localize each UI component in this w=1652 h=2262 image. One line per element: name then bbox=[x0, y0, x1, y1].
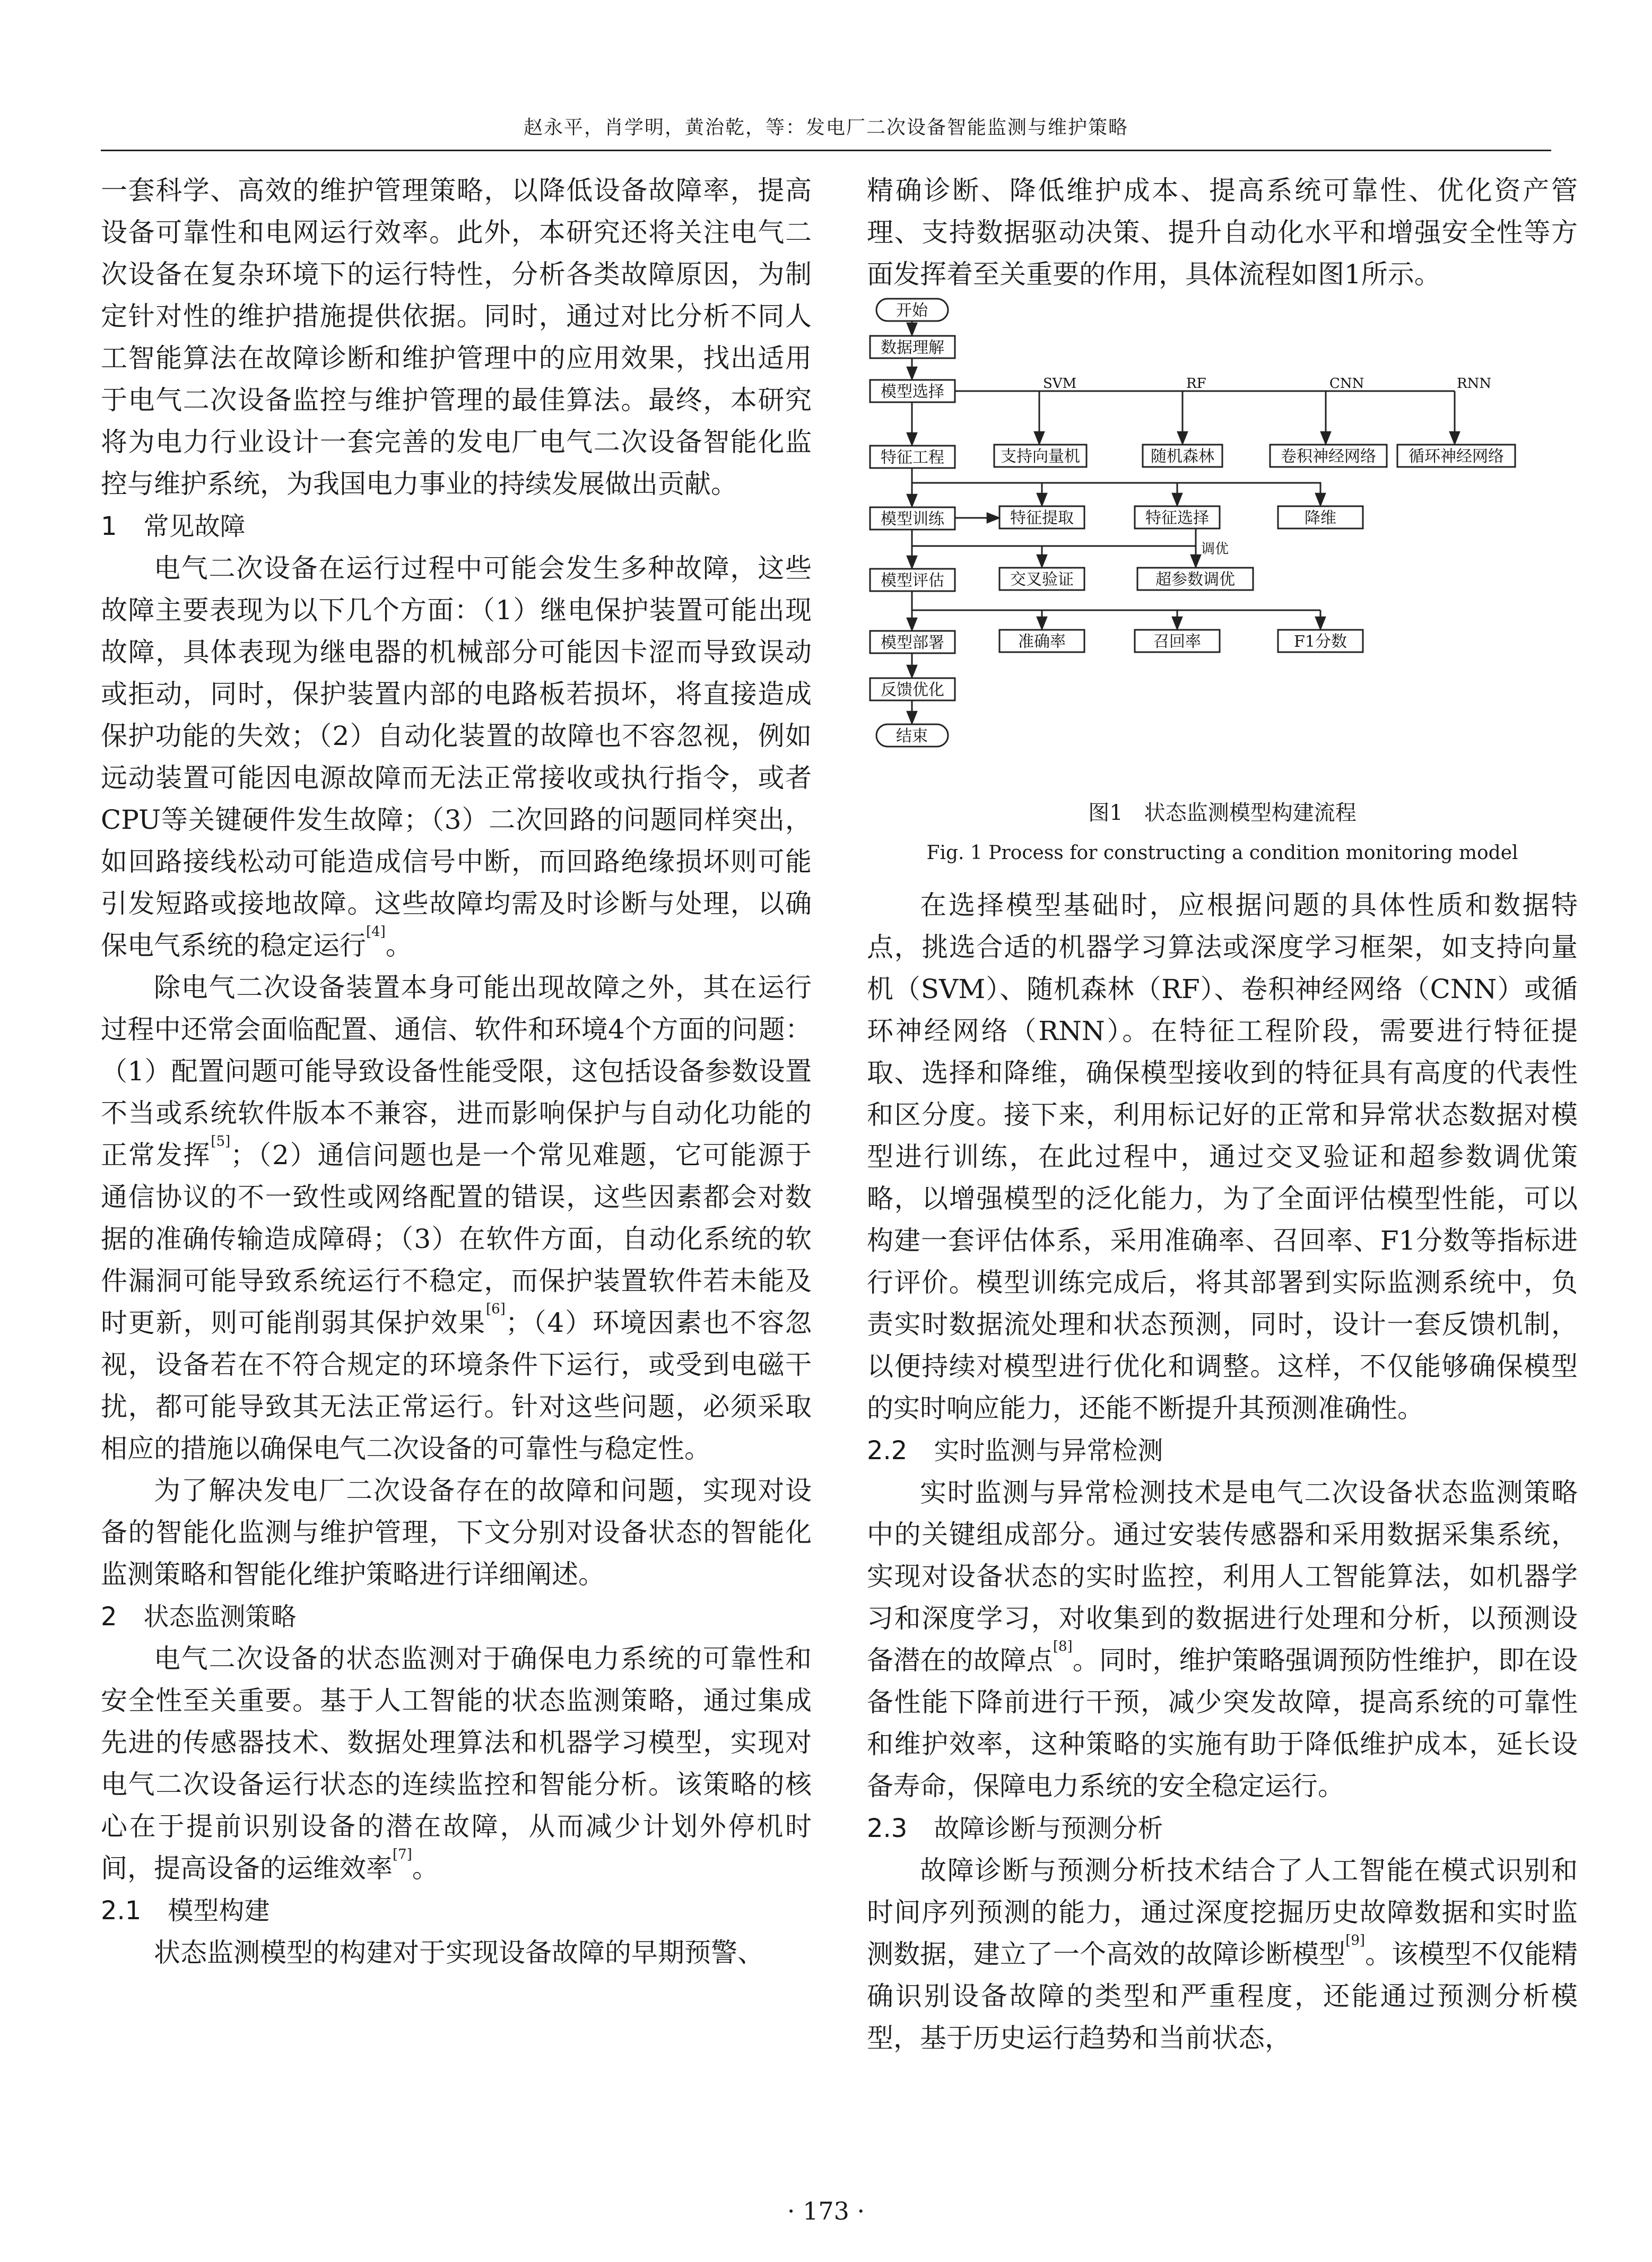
edge-label-tune: 调优 bbox=[1201, 541, 1229, 557]
paragraph-text: ；（4）环境因素也不容忽视，设备若在不符合规定的环境条件下运行，或受到电磁干扰，都可能导致其无法正常运行。针对这些问题，必须采取相应的措施以确保电气二次设备的可靠性与稳定性。 bbox=[101, 1307, 812, 1464]
node-feat-select-label: 特征选择 bbox=[1145, 509, 1209, 527]
left-column bbox=[101, 170, 812, 1974]
paragraph-text: 。同时，维护策略强调预防性维护，即在设备性能下降前进行干预，减少突发故障，提高系统的可靠性和维护效率，这种策略的实施有助于降低维护成本，延长设备寿命，保障电力系统的安全稳定运行。 bbox=[867, 1645, 1578, 1801]
paragraph-text: 状态监测模型的构建对于实现设备故障的早期预警、 bbox=[154, 1937, 764, 1968]
citation-ref: [6] bbox=[485, 1301, 506, 1317]
edge-label-rf: RF bbox=[1186, 376, 1206, 392]
running-head: 赵永平，肖学明，黄治乾，等：发电厂二次设备智能监测与维护策略 bbox=[523, 117, 1128, 138]
paragraph bbox=[867, 1850, 1578, 2059]
flowchart bbox=[867, 296, 1578, 794]
paragraph bbox=[101, 1638, 812, 1890]
node-cross-valid-label: 交叉验证 bbox=[1010, 570, 1074, 589]
citation-ref: [5] bbox=[211, 1133, 231, 1149]
paragraph bbox=[101, 548, 812, 967]
figure-caption-zh: 图1 状态监测模型构建流程 bbox=[1088, 801, 1357, 825]
citation-ref: [4] bbox=[366, 924, 386, 940]
node-end-label: 结束 bbox=[896, 727, 928, 746]
section-number: 2.3 bbox=[867, 1814, 908, 1843]
paragraph bbox=[867, 1472, 1578, 1807]
section-number: 2.2 bbox=[867, 1436, 908, 1466]
section-title: 实时监测与异常检测 bbox=[934, 1436, 1163, 1466]
node-rnn-label: 循环神经网络 bbox=[1408, 447, 1504, 466]
citation-ref: [9] bbox=[1345, 1932, 1366, 1948]
paragraph bbox=[101, 1932, 812, 1974]
citation-ref: [8] bbox=[1053, 1639, 1073, 1654]
figure-1 bbox=[867, 296, 1578, 879]
section-heading bbox=[867, 1429, 1578, 1472]
node-recall-label: 召回率 bbox=[1153, 632, 1201, 651]
node-model-eval-label: 模型评估 bbox=[881, 571, 944, 590]
node-hyper-tune-label: 超参数调优 bbox=[1155, 570, 1235, 589]
node-start-label: 开始 bbox=[896, 301, 928, 320]
node-svm-label: 支持向量机 bbox=[1001, 447, 1080, 466]
node-model-train-label: 模型训练 bbox=[881, 510, 944, 528]
edge-label-rnn: RNN bbox=[1457, 376, 1492, 392]
edge-label-svm: SVM bbox=[1043, 376, 1077, 392]
section-heading bbox=[101, 505, 812, 548]
section-title: 常见故障 bbox=[143, 512, 246, 541]
edge-label-cnn: CNN bbox=[1329, 376, 1364, 392]
node-model-deploy-label: 模型部署 bbox=[881, 634, 944, 652]
paragraph bbox=[101, 1470, 812, 1596]
paragraph-text: 在选择模型基础时，应根据问题的具体性质和数据特点，挑选合适的机器学习算法或深度学习框架，如支持向量机（SVM）、随机森林（RF）、卷积神经网络（CNN）或循环神经网络（RNN）。在特征工程阶段，需要进行特征提取、选择和降维，确保模型接收到的特征具有高度的代表性和区分度。接下来，利用标记好的正常和异常状态数据对模型进行训练，在此过程中，通过交叉验证和超参数调优策略，以增强模型的泛化能力，为了全面评估模型性能，可以构建一套评估体系，采用准确率、召回率、F1分数等指标进行评价。模型训练完成后，将其部署到实际监测系统中，负责实时数据流处理和状态预测，同时，设计一套反馈机制，以便持续对模型进行优化和调整。这样，不仅能够确保模型的实时响应能力，还能不断提升其预测准确性。 bbox=[867, 890, 1578, 1424]
node-cnn-label: 卷积神经网络 bbox=[1281, 447, 1376, 466]
paragraph-text: 故障诊断与预测分析技术结合了人工智能在模式识别和时间序列预测的能力，通过深度挖掘历史故障数据和实时监测数据，建立了一个高效的故障诊断模型 bbox=[867, 1855, 1578, 1970]
paragraph-text: 。该模型不仅能精确识别设备故障的类型和严重程度，还能通过预测分析模型，基于历史运行趋势和当前状态， bbox=[867, 1939, 1578, 2053]
right-column bbox=[867, 170, 1578, 2059]
paragraph-text: 为了解决发电厂二次设备存在的故障和问题，实现对设备的智能化监测与维护管理，下文分别对设备状态的智能化监测策略和智能化维护策略进行详细阐述。 bbox=[101, 1475, 812, 1590]
node-accuracy-label: 准确率 bbox=[1018, 632, 1066, 651]
node-feat-extract-label: 特征提取 bbox=[1010, 509, 1074, 527]
paragraph-text: 实时监测与异常检测技术是电气二次设备状态监测策略中的关键组成部分。通过安装传感器和采用数据采集系统，实现对设备状态的实时监控，利用人工智能算法，如机器学习和深度学习，对收集到的数据进行处理和分析，以预测设备潜在的故障点 bbox=[867, 1477, 1578, 1676]
paragraph-text: 电气二次设备的状态监测对于确保电力系统的可靠性和安全性至关重要。基于人工智能的状态监测策略，通过集成先进的传感器技术、数据处理算法和机器学习模型，实现对电气二次设备运行状态的连续监控和智能分析。该策略的核心在于提前识别设备的潜在故障，从而减少计划外停机时间，提高设备的运维效率 bbox=[101, 1643, 812, 1884]
paragraph-intro-right: 精确诊断、降低维护成本、提高系统可靠性、优化资产管理、支持数据驱动决策、提升自动化水平和增强安全性等方面发挥着至关重要的作用，具体流程如图1所示。 bbox=[867, 175, 1578, 290]
paragraph-text: ；（2）通信问题也是一个常见难题，它可能源于通信协议的不一致性或网络配置的错误，这些因素都会对数据的准确传输造成障碍；（3）在软件方面，自动化系统的软件漏洞可能导致系统运行不稳定，而保护装置软件若未能及时更新，则可能削弱其保护效果 bbox=[101, 1140, 812, 1338]
section-title: 故障诊断与预测分析 bbox=[934, 1814, 1163, 1843]
paragraph bbox=[101, 170, 812, 505]
section-number: 1 bbox=[101, 512, 117, 541]
node-model-select-label: 模型选择 bbox=[881, 383, 944, 401]
node-dim-reduce-label: 降维 bbox=[1305, 509, 1336, 527]
section-heading bbox=[101, 1890, 812, 1932]
section-heading bbox=[867, 1807, 1578, 1850]
node-rf-label: 随机森林 bbox=[1151, 447, 1214, 466]
paragraph-text: 。 bbox=[385, 930, 412, 961]
section-number: 2.1 bbox=[101, 1896, 142, 1926]
node-data-understand-label: 数据理解 bbox=[881, 339, 944, 357]
paragraph-text: 。 bbox=[412, 1853, 439, 1884]
node-feedback-label: 反馈优化 bbox=[881, 681, 944, 699]
section-heading bbox=[101, 1596, 812, 1638]
section-title: 状态监测策略 bbox=[143, 1602, 297, 1632]
paragraph-text: 除电气二次设备装置本身可能出现故障之外，其在运行过程中还常会面临配置、通信、软件和环境4个方面的问题：（1）配置问题可能导致设备性能受限，这包括设备参数设置不当或系统软件版本不兼容，进而影响保护与自动化功能的正常发挥 bbox=[101, 972, 812, 1171]
section-title: 模型构建 bbox=[168, 1896, 270, 1926]
node-f1-label: F1分数 bbox=[1294, 632, 1347, 651]
header-rule bbox=[101, 150, 1551, 151]
figure-caption-en: Fig. 1 Process for constructing a condition monitoring model bbox=[926, 842, 1518, 864]
paragraph-text: 电气二次设备在运行过程中可能会发生多种故障，这些故障主要表现为以下几个方面：（1）继电保护装置可能出现故障，具体表现为继电器的机械部分可能因卡涩而导致误动或拒动，同时，保护装置内部的电路板若损坏，将直接造成保护功能的失效；（2）自动化装置的故障也不容忽视，例如远动装置可能因电源故障而无法正常接收或执行指令，或者CPU等关键硬件发生故障；（3）二次回路的问题同样突出，如回路接线松动可能造成信号中断，而回路绝缘损坏则可能引发短路或接地故障。这些故障均需及时诊断与处理，以确保电气系统的稳定运行 bbox=[101, 553, 812, 961]
citation-ref: [7] bbox=[393, 1847, 412, 1862]
section-number: 2 bbox=[101, 1602, 117, 1632]
paragraph-text: 一套科学、高效的维护管理策略，以降低设备故障率，提高设备可靠性和电网运行效率。此外，本研究还将关注电气二次设备在复杂环境下的运行特性，分析各类故障原因，为制定针对性的维护措施提供依据。同时，通过对比分析不同人工智能算法在故障诊断和维护管理中的应用效果，找出适用于电气二次设备监控与维护管理的最佳算法。最终，本研究将为电力行业设计一套完善的发电厂电气二次设备智能化监控与维护系统，为我国电力事业的持续发展做出贡献。 bbox=[101, 175, 812, 499]
page-number: · 173 · bbox=[787, 2197, 865, 2225]
node-feature-eng-label: 特征工程 bbox=[881, 448, 944, 467]
right-column-body bbox=[867, 885, 1578, 2059]
paragraph bbox=[867, 885, 1578, 1429]
paragraph bbox=[101, 967, 812, 1470]
